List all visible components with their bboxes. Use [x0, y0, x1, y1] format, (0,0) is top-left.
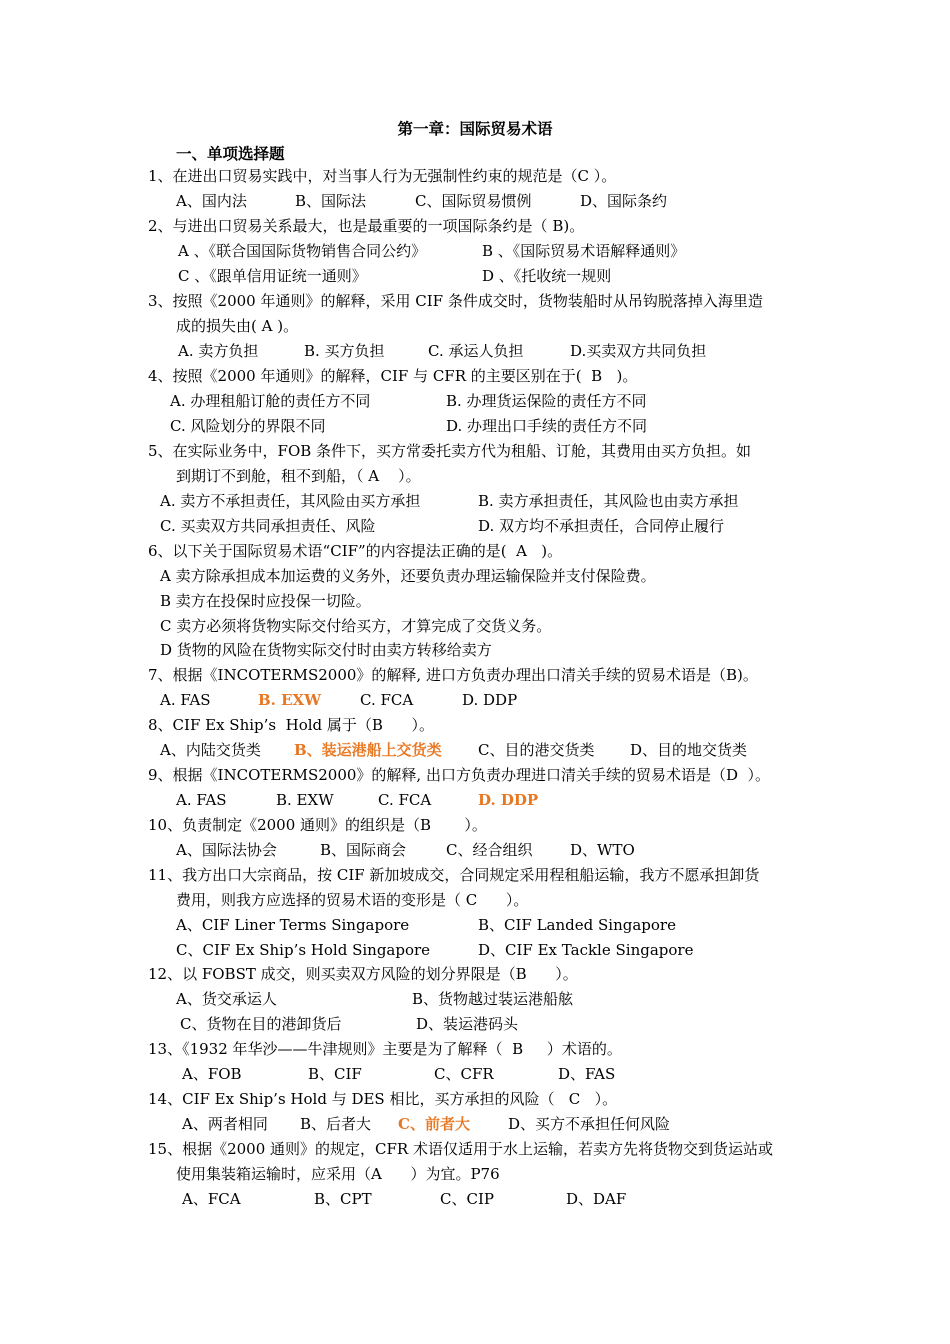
- q9-option-a: A. FAS: [176, 791, 227, 809]
- question-14: 14、CIF Ex Ship’s Hold 与 DES 相比，买方承担的风险（ C ）。: [148, 1090, 618, 1108]
- q3-option-c: C. 承运人负担: [428, 342, 524, 360]
- q2-option-a: A 、《联合国国际货物销售合同公约》: [178, 242, 427, 260]
- q1-option-b: B、国际法: [295, 192, 367, 210]
- question-1: 1、在进出口贸易实践中，对当事人行为无强制性约束的规范是（C ）。: [148, 167, 617, 185]
- question-7: 7、根据《INCOTERMS2000》的解释, 进口方负责办理出口清关手续的贸易术语是（B)。: [148, 666, 758, 684]
- q10-option-d: D、WTO: [570, 841, 635, 859]
- question-8: 8、CIF Ex Ship’s Hold 属于（B ）。: [148, 716, 435, 734]
- q13-option-b: B、CIF: [308, 1065, 362, 1083]
- q8-option-c: C、目的港交货类: [478, 741, 595, 759]
- q10-option-c: C、经合组织: [446, 841, 533, 859]
- q3-option-d: D.买卖双方共同负担: [570, 342, 707, 360]
- q5-option-d: D. 双方均不承担责任，合同停止履行: [478, 517, 725, 535]
- q4-option-a: A. 办理租船订舱的责任方不同: [170, 392, 371, 410]
- q1-option-c: C、国际贸易惯例: [415, 192, 532, 210]
- question-9: 9、根据《INCOTERMS2000》的解释, 出口方负责办理进口清关手续的贸易术语是（D ）。: [148, 766, 771, 784]
- question-15-cont: 使用集装箱运输时，应采用（A ）为宜。P76: [176, 1165, 500, 1183]
- q12-option-b: B、货物越过装运港船舷: [412, 990, 574, 1008]
- q1-option-a: A、国内法: [176, 192, 247, 210]
- question-10: 10、负责制定《2000 通则》的组织是（B ）。: [148, 816, 487, 834]
- q3-option-b: B. 买方负担: [304, 342, 385, 360]
- question-5-cont: 到期订不到舱，租不到船，（ A ）。: [176, 467, 421, 485]
- question-5: 5、在实际业务中，FOB 条件下，买方常委托卖方代为租船、订舱，其费用由买方负担。如: [148, 442, 752, 460]
- q8-option-a: A、内陆交货类: [160, 741, 261, 759]
- q15-option-d: D、DAF: [566, 1190, 627, 1208]
- question-12: 12、以 FOBST 成交，则买卖双方风险的划分界限是（B ）。: [148, 965, 578, 983]
- q2-option-b: B 、《国际贸易术语解释通则》: [482, 242, 686, 260]
- q9-option-b: B. EXW: [276, 791, 334, 809]
- q4-option-b: B. 办理货运保险的责任方不同: [446, 392, 647, 410]
- q11-option-d: D、CIF Ex Tackle Singapore: [478, 941, 694, 959]
- q6-option-d: D 货物的风险在货物实际交付时由卖方转移给卖方: [160, 641, 492, 659]
- question-6: 6、以下关于国际贸易术语“CIF”的内容提法正确的是( A )。: [148, 542, 563, 560]
- q8-option-d: D、目的地交货类: [630, 741, 748, 759]
- question-11-cont: 费用，则我方应选择的贸易术语的变形是（ C ）。: [176, 891, 529, 909]
- q5-option-b: B. 卖方承担责任，其风险也由卖方承担: [478, 492, 739, 510]
- q6-option-a: A 卖方除承担成本加运费的义务外，还要负责办理运输保险并支付保险费。: [160, 567, 656, 585]
- q2-option-c: C 、《跟单信用证统一通则》: [178, 267, 367, 285]
- q14-option-d: D、买方不承担任何风险: [508, 1115, 671, 1133]
- q5-option-c: C. 买卖双方共同承担责任、风险: [160, 517, 376, 535]
- q7-option-d: D. DDP: [462, 691, 518, 709]
- q14-option-c-answer: C、前者大: [398, 1115, 470, 1133]
- q4-option-d: D. 办理出口手续的责任方不同: [446, 417, 648, 435]
- q11-option-c: C、CIF Ex Ship’s Hold Singapore: [176, 941, 431, 959]
- q4-option-c: C. 风险划分的界限不同: [170, 417, 326, 435]
- q13-option-c: C、CFR: [434, 1065, 494, 1083]
- q12-option-c: C、货物在目的港卸货后: [180, 1015, 342, 1033]
- question-15: 15、根据《2000 通则》的规定，CFR 术语仅适用于水上运输，若卖方先将货物交到货运站或: [148, 1140, 773, 1158]
- q5-option-a: A. 卖方不承担责任，其风险由买方承担: [160, 492, 421, 510]
- q11-option-a: A、CIF Liner Terms Singapore: [176, 916, 410, 934]
- q2-option-d: D 、《托收统一规则: [482, 267, 612, 285]
- q12-option-d: D、装运港码头: [416, 1015, 519, 1033]
- q14-option-b: B、后者大: [300, 1115, 372, 1133]
- q9-option-c: C. FCA: [378, 791, 432, 809]
- q11-option-b: B、CIF Landed Singapore: [478, 916, 676, 934]
- q1-option-d: D、国际条约: [580, 192, 668, 210]
- q7-option-b-answer: B. EXW: [258, 691, 322, 709]
- q14-option-a: A、两者相同: [182, 1115, 268, 1133]
- q10-option-a: A、国际法协会: [176, 841, 277, 859]
- q6-option-c: C 卖方必须将货物实际交付给买方，才算完成了交货义务。: [160, 617, 552, 635]
- q7-option-a: A. FAS: [160, 691, 211, 709]
- q15-option-a: A、FCA: [182, 1190, 241, 1208]
- question-11: 11、我方出口大宗商品，按 CIF 新加坡成交，合同规定采用程租船运输，我方不愿承担卸货: [148, 866, 760, 884]
- q6-option-b: B 卖方在投保时应投保一切险。: [160, 592, 371, 610]
- q15-option-b: B、CPT: [314, 1190, 372, 1208]
- q3-option-a: A. 卖方负担: [178, 342, 259, 360]
- q7-option-c: C. FCA: [360, 691, 414, 709]
- q13-option-a: A、FOB: [182, 1065, 242, 1083]
- q8-option-b-answer: B、装运港船上交货类: [294, 741, 442, 759]
- q15-option-c: C、CIP: [440, 1190, 494, 1208]
- question-3-cont: 成的损失由( A )。: [176, 317, 299, 335]
- q10-option-b: B、国际商会: [320, 841, 407, 859]
- question-3: 3、按照《2000 年通则》的解释，采用 CIF 条件成交时，货物装船时从吊钩脱落掉入海里造: [148, 292, 763, 310]
- q13-option-d: D、FAS: [558, 1065, 616, 1083]
- q12-option-a: A、货交承运人: [176, 990, 277, 1008]
- q9-option-d-answer: D. DDP: [478, 791, 539, 809]
- section-heading: 一、单项选择题: [176, 144, 285, 163]
- question-13: 13、《1932 年华沙——牛津规则》主要是为了解释（ B ）术语的。: [148, 1040, 622, 1058]
- chapter-title: 第一章：国际贸易术语: [397, 119, 553, 138]
- question-2: 2、与进出口贸易关系最大，也是最重要的一项国际条约是（ B)。: [148, 217, 585, 235]
- question-4: 4、按照《2000 年通则》的解释，CIF 与 CFR 的主要区别在于( B )。: [148, 367, 638, 385]
